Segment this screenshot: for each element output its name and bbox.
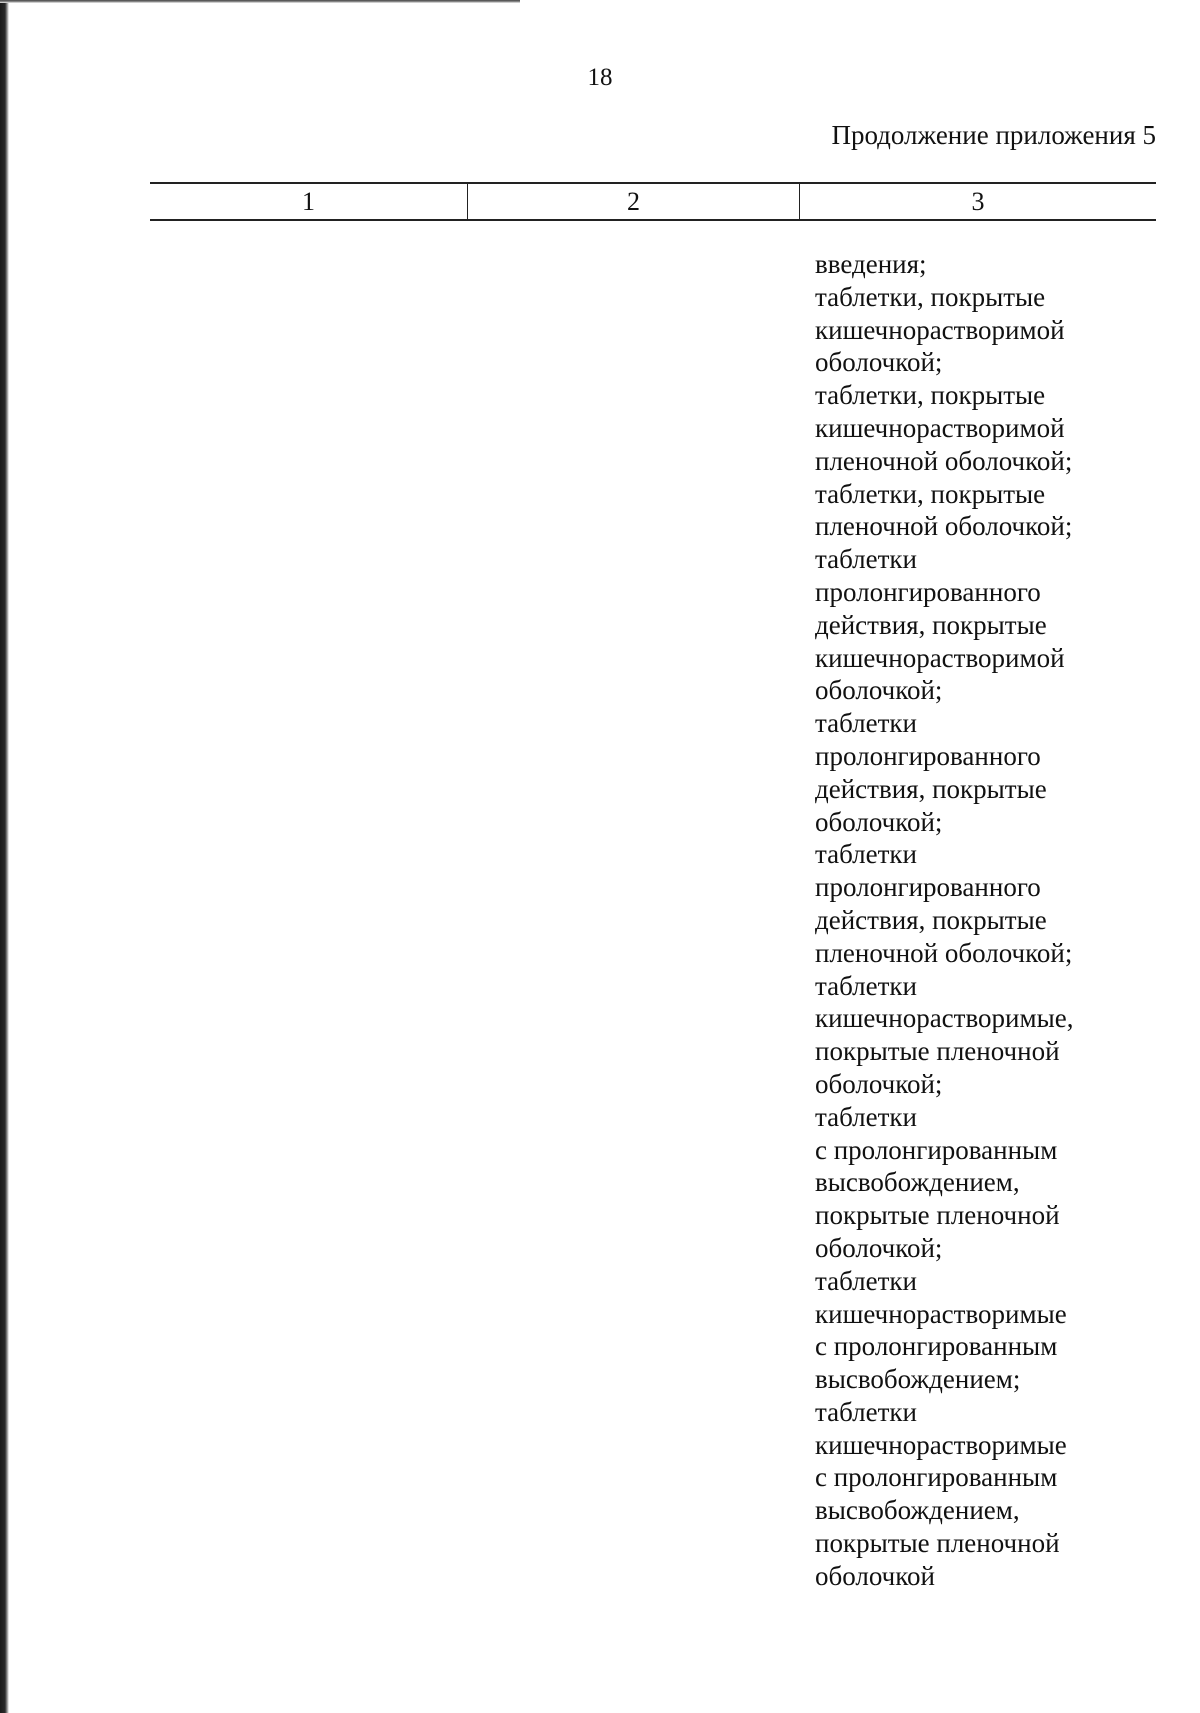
dosage-form-line: кишечнорастворимой [815, 412, 1065, 443]
dosage-form-line: пленочной оболочкой; [815, 511, 1073, 542]
dosage-form-line: кишечнорастворимые [815, 1429, 1067, 1460]
dosage-form-line: пролонгированного [815, 872, 1041, 903]
dosage-form-line: таблетки [815, 1265, 918, 1296]
dosage-form-line: высвобождением; [815, 1364, 1021, 1395]
dosage-form-line: покрытые пленочной [815, 1528, 1060, 1559]
dosage-form-line: с пролонгированным [815, 1331, 1058, 1362]
dosage-form-line: таблетки, покрытые [815, 380, 1046, 411]
dosage-form-line: таблетки, покрытые [815, 281, 1046, 312]
dosage-form-line: пролонгированного [815, 576, 1041, 607]
dosage-form-line: покрытые пленочной [815, 1200, 1060, 1231]
dosage-form-line: пленочной оболочкой; [815, 445, 1073, 476]
dosage-form-line: таблетки [815, 839, 918, 870]
dosage-form-line: оболочкой; [815, 347, 943, 378]
dosage-form-line: оболочкой; [815, 675, 943, 706]
dosage-form-line: кишечнорастворимые, [815, 1003, 1074, 1034]
appendix-continuation-note: Продолжение приложения 5 [831, 120, 1156, 150]
dosage-form-line: оболочкой; [815, 1068, 943, 1099]
table-column-3-content [815, 248, 1160, 1593]
table-header-row [150, 182, 1156, 221]
table-header-col-3: 3 [971, 187, 985, 216]
dosage-form-line: высвобождением, [815, 1495, 1020, 1526]
dosage-form-line: таблетки [815, 970, 918, 1001]
dosage-form-line: действия, покрытые [815, 904, 1047, 935]
page-number: 18 [587, 64, 613, 91]
dosage-form-line: пролонгированного [815, 740, 1041, 771]
dosage-form-line: таблетки, покрытые [815, 478, 1046, 509]
table-header-col-2: 2 [468, 184, 800, 219]
dosage-form-line: действия, покрытые [815, 773, 1047, 804]
dosage-form-line: оболочкой; [815, 1232, 943, 1263]
dosage-form-line: покрытые пленочной [815, 1036, 1060, 1067]
dosage-form-line: таблетки [815, 1396, 918, 1427]
dosage-form-line: таблетки [815, 708, 918, 739]
dosage-form-line: таблетки [815, 544, 918, 575]
dosage-form-line: оболочкой; [815, 806, 943, 837]
dosage-form-line: кишечнорастворимые [815, 1298, 1067, 1329]
scan-top-edge [0, 0, 520, 3]
dosage-form-line: высвобождением, [815, 1167, 1020, 1198]
dosage-form-line: кишечнорастворимой [815, 314, 1065, 345]
dosage-form-line: с пролонгированным [815, 1134, 1058, 1165]
dosage-form-line: таблетки [815, 1101, 918, 1132]
dosage-form-line: пленочной оболочкой; [815, 937, 1073, 968]
dosage-form-line: оболочкой [815, 1560, 935, 1591]
scan-left-edge [0, 0, 9, 1713]
dosage-form-line: кишечнорастворимой [815, 642, 1065, 673]
dosage-form-line: действия, покрытые [815, 609, 1047, 640]
dosage-form-line: введения; [815, 249, 927, 279]
table-header-col-1: 1 [150, 184, 468, 219]
dosage-form-line: с пролонгированным [815, 1462, 1058, 1493]
